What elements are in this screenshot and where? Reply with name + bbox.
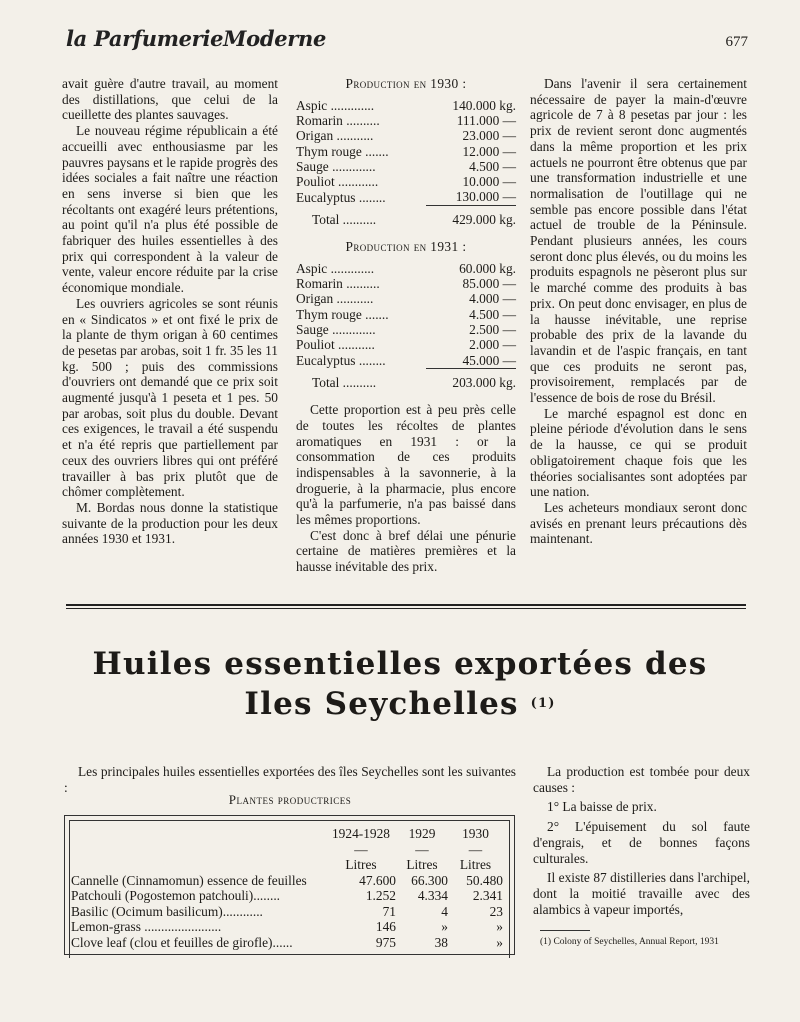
paragraph: Les principales huiles essentielles exportées des îles Seychelles sont les suivantes : bbox=[64, 764, 516, 795]
footnote-rule bbox=[540, 930, 590, 931]
row-value: 10.000 — bbox=[462, 174, 516, 190]
cell-value: » bbox=[441, 919, 448, 934]
article-right-column bbox=[533, 764, 750, 917]
unit-label: Litres bbox=[406, 857, 438, 872]
table-row bbox=[296, 159, 516, 174]
row-label: Thym rouge ....... bbox=[296, 143, 389, 159]
row-label: Sauge ............. bbox=[296, 321, 376, 337]
cell-value: 4 bbox=[441, 903, 448, 919]
row-value: 45.000 — bbox=[426, 353, 516, 369]
cell-value: » bbox=[496, 934, 503, 950]
cell-value: 2.341 bbox=[472, 888, 503, 903]
footnote: (1) Colony of Seychelles, Annual Report, 1931 bbox=[540, 937, 719, 947]
table-row bbox=[296, 98, 516, 113]
table-row bbox=[296, 174, 516, 189]
unit-row bbox=[71, 857, 503, 873]
row-label: Aspic ............. bbox=[296, 97, 375, 113]
footnote-marker: (1) bbox=[530, 696, 556, 711]
table-row bbox=[296, 261, 516, 276]
article-title bbox=[0, 644, 800, 724]
paragraph: M. Bordas nous donne la statistique suivante de la production pour les deux années 1930 et 1931. bbox=[62, 499, 278, 547]
article-title-line: Iles Seychelles bbox=[244, 686, 519, 722]
total-value: 203.000 kg. bbox=[452, 374, 516, 390]
table-row bbox=[71, 919, 503, 935]
total-label: Total .......... bbox=[312, 211, 377, 227]
unit-label: Litres bbox=[459, 857, 492, 872]
divider-rule bbox=[66, 608, 746, 609]
paragraph: C'est donc à bref délai une pénurie certaine de matières premières et la hausse inévitable des prix. bbox=[296, 527, 516, 575]
cell-value: 23 bbox=[489, 903, 503, 919]
table-row bbox=[71, 873, 503, 889]
dash-row bbox=[71, 842, 503, 858]
row-value: 85.000 — bbox=[462, 276, 516, 292]
row-label: Romarin .......... bbox=[296, 276, 380, 292]
table-row bbox=[296, 353, 516, 369]
row-label: Eucalyptus ........ bbox=[296, 189, 386, 205]
page-number: 677 bbox=[725, 34, 748, 50]
row-value: 140.000 kg. bbox=[452, 97, 516, 113]
paragraph: La production est tombée pour deux causes : bbox=[533, 764, 750, 795]
journal-masthead: la ParfumerieModerne bbox=[66, 26, 327, 51]
cell-value: 975 bbox=[375, 934, 396, 950]
row-value: 111.000 — bbox=[456, 113, 516, 128]
table-row bbox=[296, 337, 516, 352]
divider-rule bbox=[66, 604, 746, 606]
paragraph: Les ouvriers agricoles se sont réunis en « Sindicatos » et ont fixé le prix de la plante de thym origan à 60 centimes de pesetas par arobas, soit 1 fr. 35 les 11 kg. 500 ; puis des commissions d'ouvriers ont demandé que ce prix soit augmenté jusqu'à 1 peseta et 1 pes. 50 par arobas, soit plus du double. Devant ces exigences, le travail a été suspendu et n'a été repris que partiellement par ceux des ouvriers libres qui ont préféré travailler à bas prix plutôt que de chômer complètement. bbox=[62, 295, 278, 500]
table-row bbox=[296, 189, 516, 205]
row-value: 4.000 — bbox=[469, 291, 516, 307]
plant-name: Lemon-grass ....................... bbox=[71, 919, 222, 934]
row-label: Aspic ............. bbox=[296, 260, 375, 276]
column-left bbox=[62, 76, 278, 547]
paragraph: Le nouveau régime républicain a été accueilli avec enthousiasme par les pauvres paysans et le rapide progrès des idées sociales a fait naître une réaction en sens inverse si bien que les récoltants ont exagéré leurs prétentions, au point qu'il n'a plus été possible de fabriquer des huiles essentielles à des prix qui correspondent à la valeur de vente, valeur encore réduite par la crise économique mondiale. bbox=[62, 123, 278, 296]
row-value: 2.500 — bbox=[469, 321, 516, 337]
table-row bbox=[296, 144, 516, 159]
article-intro bbox=[64, 764, 516, 795]
row-label: Eucalyptus ........ bbox=[296, 352, 386, 368]
table-caption: Plantes productrices bbox=[228, 792, 352, 807]
paragraph: Le marché espagnol est donc en pleine période d'évolution dans le sens de la hausse, ce qui se produit obligatoirement chaque fois que les théories socialisantes sont adoptées par une nation. bbox=[530, 405, 747, 500]
paragraph: Dans l'avenir il sera certainement nécessaire de payer la main-d'œuvre agricole de 7 à 8 pesetas par jour : les prix de revient seront donc augmentés dans la même proportion et les prix actuels ne pourront être obtenus que par une transformation industrielle et une normalisation de l'outillage qui ne semble pas encore possible dans l'état actuel de trouble de la Péninsule. Pendant plusieurs années, les cours seront donc plus élevés, ou du moins les produits espagnols ne pèseront plus sur le marché comme des produits à bas prix. On peut donc envisager, en plus de la hausse inévitable, une reprise probable des prix de la lavande du lavandin et de l'aspic français, en tant que ces produits ne seront pas, provisoirement, remplacés par de l'essence de bois de rose du Brésil. bbox=[530, 76, 747, 406]
cell-value: 47.600 bbox=[359, 872, 396, 888]
row-value: 60.000 kg. bbox=[459, 260, 516, 276]
table-row bbox=[296, 307, 516, 322]
article-title-line: Huiles essentielles exportées des bbox=[92, 646, 708, 682]
plant-name: Patchouli (Pogostemon patchouli)........ bbox=[71, 888, 281, 903]
unit-label: Litres bbox=[345, 857, 377, 872]
paragraph: avait guère d'autre travail, au moment des distillations, que celui de la cueillette des plantes sauvages. bbox=[62, 76, 278, 123]
exports-table bbox=[71, 826, 503, 950]
row-value: 4.500 — bbox=[469, 158, 516, 174]
table-row bbox=[296, 291, 516, 306]
total-row bbox=[296, 205, 516, 227]
table-row bbox=[71, 904, 503, 920]
table-header-row bbox=[71, 826, 503, 842]
paragraph: Cette proportion est à peu près celle de toutes les récoltes de plantes aromatiques en 1931 : or la consommation de ces produits indispensables à la savonnerie, à la droguerie, à la pharmacie, plus encore qu'à la parfumerie, n'a pas baissé dans les mêmes proportions. bbox=[296, 402, 516, 528]
cell-value: 50.480 bbox=[466, 872, 503, 888]
row-label: Pouliot ............ bbox=[296, 174, 379, 190]
table-row bbox=[71, 888, 503, 904]
cell-value: 146 bbox=[375, 919, 396, 934]
total-label: Total .......... bbox=[312, 374, 377, 390]
column-header: 1924-1928 bbox=[331, 826, 391, 841]
paragraph: 1° La baisse de prix. bbox=[547, 799, 657, 815]
table-row bbox=[296, 322, 516, 337]
column-middle bbox=[296, 76, 516, 575]
column-header: 1929 bbox=[408, 826, 436, 841]
row-value: 4.500 — bbox=[469, 306, 516, 322]
row-label: Thym rouge ....... bbox=[296, 306, 389, 322]
cell-value: 38 bbox=[434, 934, 448, 950]
dash: — bbox=[415, 841, 429, 857]
production-1930-table bbox=[296, 98, 516, 227]
row-label: Pouliot ........... bbox=[296, 337, 375, 353]
table-row bbox=[296, 128, 516, 143]
column-right bbox=[530, 76, 747, 547]
row-label: Origan ........... bbox=[296, 128, 374, 144]
total-row bbox=[296, 368, 516, 390]
production-1930-heading: Production en 1930 : bbox=[345, 76, 467, 91]
plant-name: Clove leaf (clou et feuilles de girofle)...... bbox=[71, 934, 293, 950]
dash: — bbox=[468, 841, 483, 857]
row-label: Romarin .......... bbox=[296, 113, 380, 128]
paragraph: 2° L'épuisement du sol faute d'engrais, et de bonnes façons culturales. bbox=[533, 819, 750, 866]
cell-value: » bbox=[496, 919, 503, 934]
dash: — bbox=[354, 841, 368, 857]
cell-value: 66.300 bbox=[411, 872, 448, 888]
total-value: 429.000 kg. bbox=[452, 211, 516, 227]
table-row bbox=[71, 935, 503, 951]
column-header: 1930 bbox=[462, 826, 489, 841]
row-label: Origan ........... bbox=[296, 291, 374, 307]
cell-value: 71 bbox=[382, 903, 396, 919]
plant-name: Basilic (Ocimum basilicum)............ bbox=[71, 903, 263, 919]
row-value: 23.000 — bbox=[462, 128, 516, 144]
row-value: 130.000 — bbox=[426, 189, 516, 205]
row-value: 12.000 — bbox=[462, 143, 516, 159]
row-value: 2.000 — bbox=[469, 337, 516, 353]
paragraph: Les acheteurs mondiaux seront donc avisés en prenant leurs précautions dès maintenant. bbox=[530, 499, 747, 547]
exports-table-frame bbox=[64, 815, 515, 955]
cell-value: 1.252 bbox=[365, 888, 396, 903]
table-row bbox=[296, 113, 516, 128]
cell-value: 4.334 bbox=[417, 888, 448, 903]
paragraph: Il existe 87 distilleries dans l'archipel, dont la moitié travaille avec des alambics à vapeur importés, bbox=[533, 870, 750, 917]
plant-name: Cannelle (Cinnamomun) essence de feuilles bbox=[71, 872, 307, 888]
production-1931-table bbox=[296, 261, 516, 390]
production-1931-heading: Production en 1931 : bbox=[345, 239, 467, 255]
row-label: Sauge ............. bbox=[296, 158, 376, 174]
table-row bbox=[296, 276, 516, 291]
